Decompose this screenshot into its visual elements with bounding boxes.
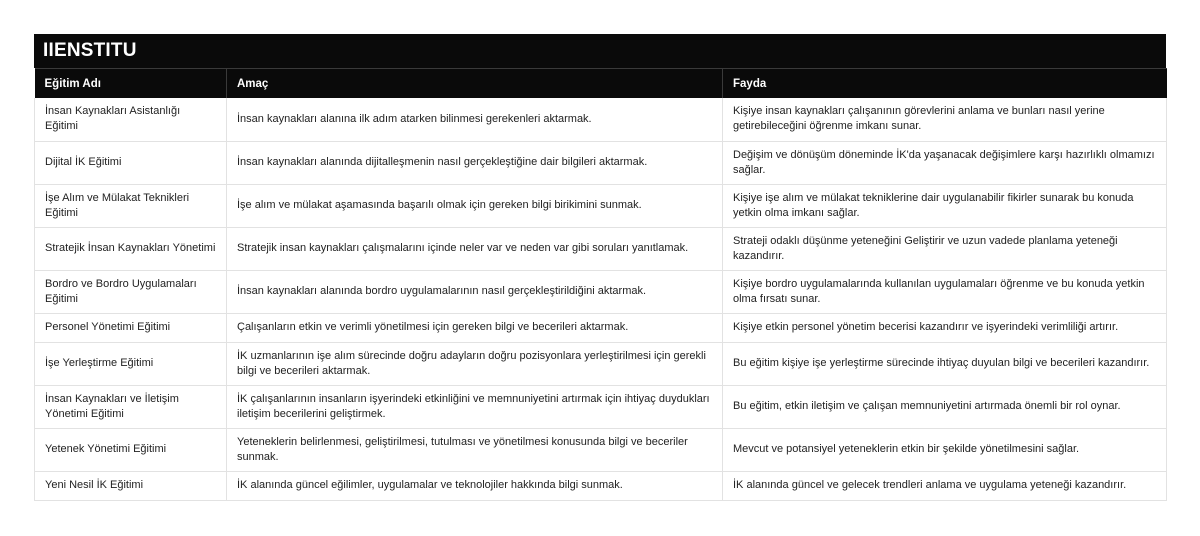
cell-purpose: İnsan kaynakları alanında dijitalleşmenin nasıl gerçekleştiğine dair bilgileri aktarmak. bbox=[227, 141, 723, 184]
cell-training-name: Dijital İK Eğitimi bbox=[35, 141, 227, 184]
training-table bbox=[34, 68, 1167, 501]
column-header-benefit: Fayda bbox=[723, 69, 1167, 99]
table-row bbox=[35, 471, 1167, 500]
cell-training-name: Yetenek Yönetimi Eğitimi bbox=[35, 428, 227, 471]
cell-purpose: İnsan kaynakları alanında bordro uygulamalarının nasıl gerçekleştirildiğini aktarmak. bbox=[227, 270, 723, 313]
cell-training-name: Yeni Nesil İK Eğitimi bbox=[35, 471, 227, 500]
brand-header bbox=[34, 34, 1166, 68]
table-row bbox=[35, 385, 1167, 428]
cell-benefit: Kişiye insan kaynakları çalışanının görevlerini anlama ve bunları nasıl yerine getirebileceğini öğrenme imkanı sunar. bbox=[723, 98, 1167, 141]
cell-training-name: İşe Alım ve Mülakat Teknikleri Eğitimi bbox=[35, 184, 227, 227]
column-header-purpose: Amaç bbox=[227, 69, 723, 99]
cell-benefit: Kişiye işe alım ve mülakat tekniklerine dair uygulanabilir fikirler sunarak bu konuda yetkin olma imkanı sağlar. bbox=[723, 184, 1167, 227]
cell-benefit: Değişim ve dönüşüm döneminde İK'da yaşanacak değişimlere karşı hazırlıklı olmamızı sağlar. bbox=[723, 141, 1167, 184]
cell-purpose: İnsan kaynakları alanına ilk adım atarken bilinmesi gerekenleri aktarmak. bbox=[227, 98, 723, 141]
cell-purpose: İşe alım ve mülakat aşamasında başarılı olmak için gereken bilgi birikimini sunmak. bbox=[227, 184, 723, 227]
table-header-row bbox=[35, 69, 1167, 99]
column-header-training-name: Eğitim Adı bbox=[35, 69, 227, 99]
cell-purpose: İK uzmanlarının işe alım sürecinde doğru adayların doğru pozisyonlara yerleştirilmesi için gerekli bilgi ve becerileri aktarmak. bbox=[227, 342, 723, 385]
table-container bbox=[34, 34, 1166, 501]
cell-training-name: Stratejik İnsan Kaynakları Yönetimi bbox=[35, 227, 227, 270]
cell-benefit: Bu eğitim kişiye işe yerleştirme sürecinde ihtiyaç duyulan bilgi ve becerileri kazandırır. bbox=[723, 342, 1167, 385]
table-row bbox=[35, 270, 1167, 313]
table-row bbox=[35, 98, 1167, 141]
table-row bbox=[35, 184, 1167, 227]
cell-benefit: İK alanında güncel ve gelecek trendleri anlama ve uygulama yeteneği kazandırır. bbox=[723, 471, 1167, 500]
table-row bbox=[35, 227, 1167, 270]
table-row bbox=[35, 428, 1167, 471]
cell-training-name: Personel Yönetimi Eğitimi bbox=[35, 313, 227, 342]
cell-benefit: Strateji odaklı düşünme yeteneğini Geliştirir ve uzun vadede planlama yeteneği kazandırır. bbox=[723, 227, 1167, 270]
cell-training-name: İnsan Kaynakları ve İletişim Yönetimi Eğitimi bbox=[35, 385, 227, 428]
cell-purpose: Stratejik insan kaynakları çalışmalarını içinde neler var ve neden var gibi soruları yanıtlamak. bbox=[227, 227, 723, 270]
cell-benefit: Mevcut ve potansiyel yeteneklerin etkin bir şekilde yönetilmesini sağlar. bbox=[723, 428, 1167, 471]
cell-training-name: İnsan Kaynakları Asistanlığı Eğitimi bbox=[35, 98, 227, 141]
cell-purpose: Çalışanların etkin ve verimli yönetilmesi için gereken bilgi ve becerileri aktarmak. bbox=[227, 313, 723, 342]
cell-purpose: Yeteneklerin belirlenmesi, geliştirilmesi, tutulması ve yönetilmesi konusunda bilgi ve beceriler sunmak. bbox=[227, 428, 723, 471]
table-row bbox=[35, 313, 1167, 342]
brand-logo-text: IIENSTITU bbox=[43, 40, 137, 61]
table-row bbox=[35, 342, 1167, 385]
cell-benefit: Kişiye bordro uygulamalarında kullanılan uygulamaları öğrenme ve bu konuda yetkin olma fırsatı sunar. bbox=[723, 270, 1167, 313]
cell-benefit: Kişiye etkin personel yönetim becerisi kazandırır ve işyerindeki verimliliği artırır. bbox=[723, 313, 1167, 342]
cell-training-name: Bordro ve Bordro Uygulamaları Eğitimi bbox=[35, 270, 227, 313]
table-row bbox=[35, 141, 1167, 184]
cell-benefit: Bu eğitim, etkin iletişim ve çalışan memnuniyetini artırmada önemli bir rol oynar. bbox=[723, 385, 1167, 428]
cell-training-name: İşe Yerleştirme Eğitimi bbox=[35, 342, 227, 385]
cell-purpose: İK alanında güncel eğilimler, uygulamalar ve teknolojiler hakkında bilgi sunmak. bbox=[227, 471, 723, 500]
cell-purpose: İK çalışanlarının insanların işyerindeki etkinliğini ve memnuniyetini artırmak için ihtiyaç duydukları iletişim becerilerini geliştirmek. bbox=[227, 385, 723, 428]
